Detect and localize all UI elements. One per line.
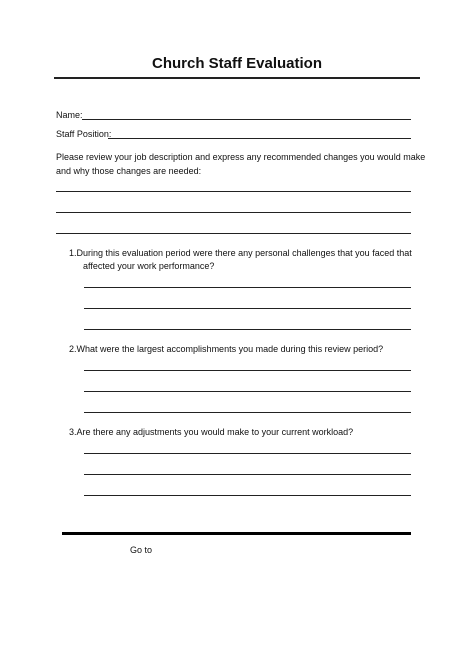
form-title: Church Staff Evaluation: [151, 55, 323, 72]
answer-line[interactable]: [56, 191, 411, 192]
staff-position-label: Staff Position:: [56, 129, 112, 139]
question-2: 2.What were the largest accomplishments you made during this review period?: [69, 344, 384, 354]
question-3: 3.Are there any adjustments you would make to your current workload?: [69, 427, 354, 437]
answer-line[interactable]: [84, 287, 411, 288]
instructions-line-1: Please review your job description and express any recommended changes you would make: [56, 152, 426, 162]
title-underline: [54, 77, 420, 79]
staff-position-field-line[interactable]: [108, 138, 411, 139]
answer-line[interactable]: [84, 495, 411, 496]
answer-line[interactable]: [84, 412, 411, 413]
answer-line[interactable]: [84, 453, 411, 454]
name-label: Name:: [56, 110, 83, 120]
name-field-line[interactable]: [82, 119, 411, 120]
answer-line[interactable]: [84, 370, 411, 371]
answer-line[interactable]: [84, 329, 411, 330]
instructions-line-2: and why those changes are needed:: [56, 166, 202, 176]
answer-line[interactable]: [56, 212, 411, 213]
answer-line[interactable]: [56, 233, 411, 234]
answer-line[interactable]: [84, 308, 411, 309]
answer-line[interactable]: [84, 391, 411, 392]
go-to-link[interactable]: Go to: [130, 545, 153, 555]
question-1-line-2: affected your work performance?: [83, 261, 215, 271]
answer-line[interactable]: [84, 474, 411, 475]
question-1-line-1: 1.During this evaluation period were there any personal challenges that you faced that: [69, 248, 412, 258]
footer-divider: [62, 532, 411, 535]
